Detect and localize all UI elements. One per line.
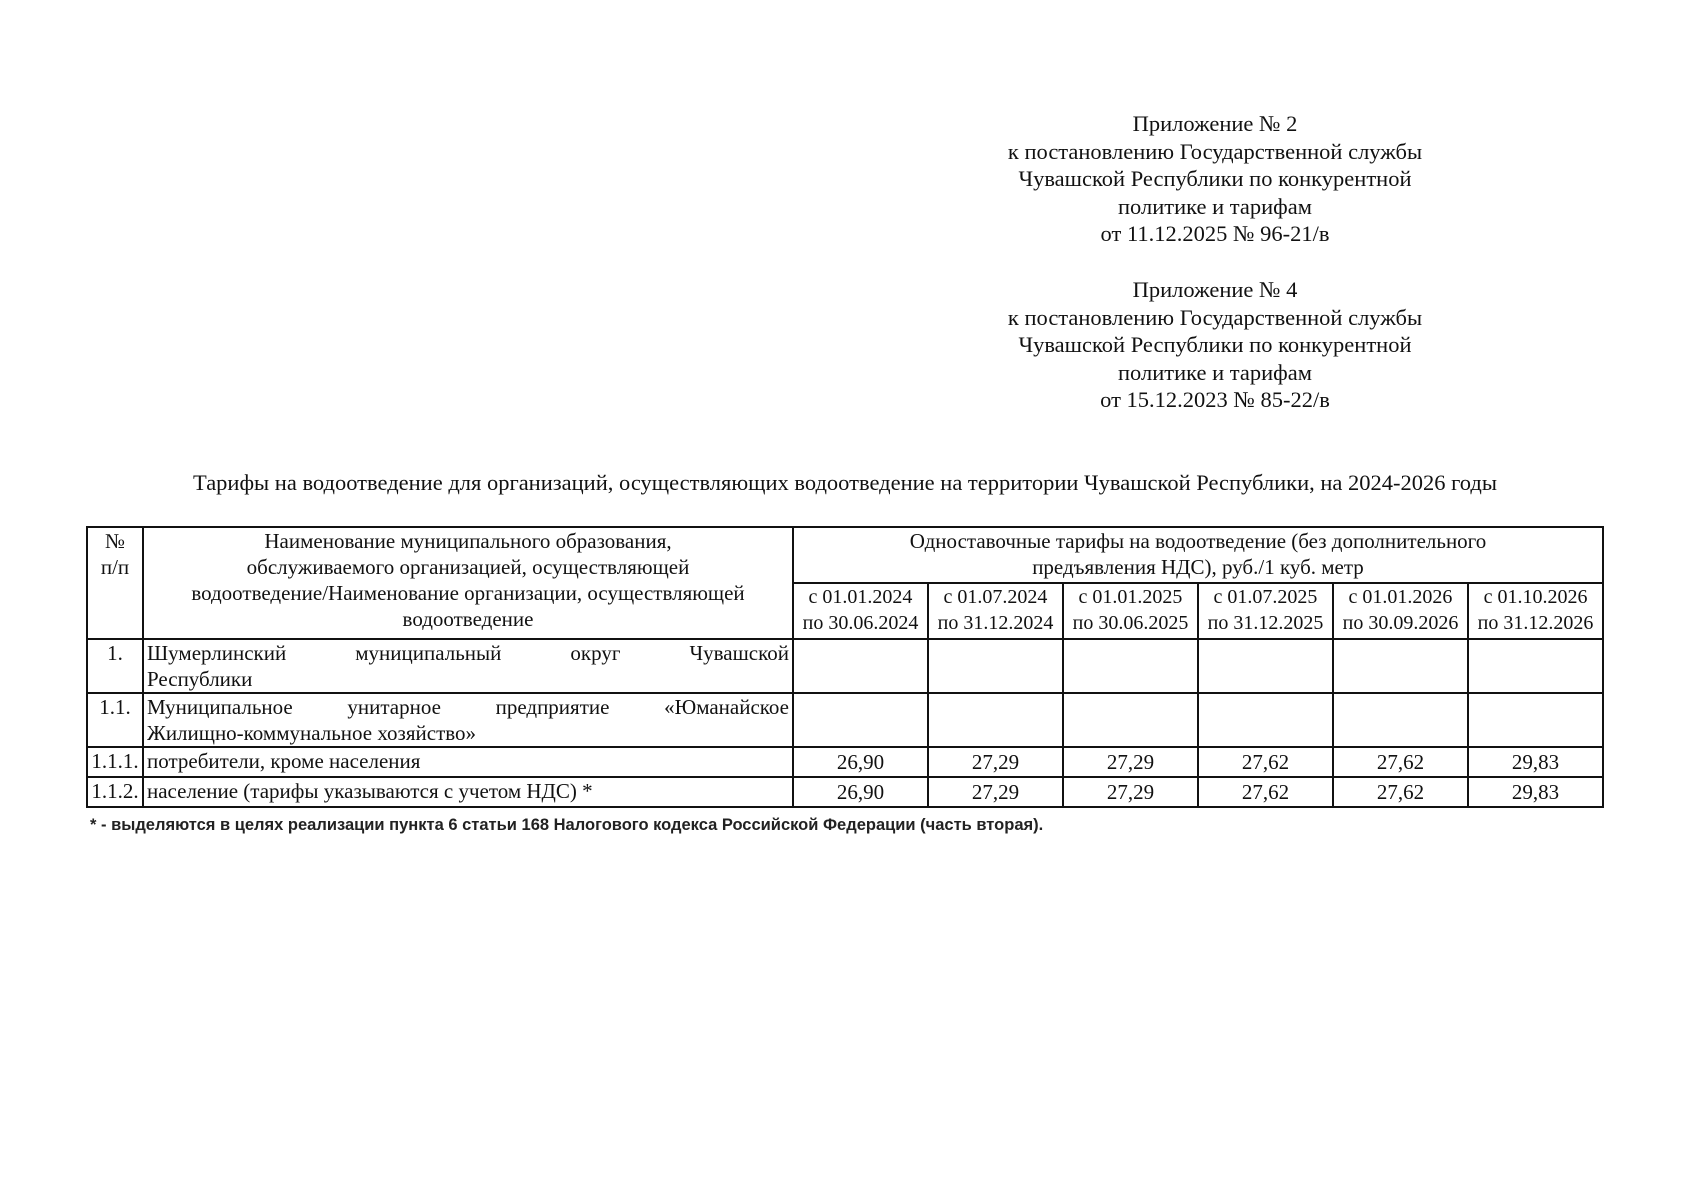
header-name <box>143 527 793 639</box>
period-header <box>1333 583 1468 639</box>
header-tariffs-line: Одноставочные тарифы на водоотведение (без дополнительного <box>909 529 1487 553</box>
value-cell: 27,29 <box>928 747 1063 777</box>
header-name-line: водоотведение/Наименование организации, осуществляющей <box>191 581 745 605</box>
value-cell: 27,62 <box>1198 747 1333 777</box>
row-name: население (тарифы указываются с учетом НДС) * <box>143 777 793 807</box>
period-from: с 01.01.2025 <box>1078 586 1183 608</box>
table-header-row <box>87 527 1603 583</box>
value-cell: 26,90 <box>793 747 928 777</box>
annex-line: от 11.12.2025 № 96-21/в <box>1100 221 1330 246</box>
annex-line: политике и тарифам <box>1118 193 1312 219</box>
period-from: с 01.07.2024 <box>943 586 1048 608</box>
row-name-line: Республики <box>147 667 253 691</box>
value-cell: 27,29 <box>1063 777 1198 807</box>
value-cell <box>1063 639 1198 693</box>
period-from: с 01.07.2025 <box>1213 586 1318 608</box>
period-header <box>1063 583 1198 639</box>
annex-line: от 15.12.2023 № 85-22/в <box>1100 387 1330 412</box>
annex-line: Приложение № 2 <box>1132 111 1298 136</box>
value-cell: 27,62 <box>1333 777 1468 807</box>
value-cell: 27,62 <box>1333 747 1468 777</box>
row-name <box>143 693 793 747</box>
value-cell <box>1198 639 1333 693</box>
annex-line: политике и тарифам <box>1118 359 1312 385</box>
period-header <box>1198 583 1333 639</box>
value-cell <box>793 693 928 747</box>
period-to: по 30.06.2025 <box>1072 612 1189 634</box>
header-number-line: п/п <box>100 555 130 579</box>
row-name-line: Муниципальное унитарное предприятие «Юманайское <box>147 695 789 719</box>
period-from: с 01.10.2026 <box>1483 586 1588 608</box>
value-cell <box>793 639 928 693</box>
value-cell: 27,62 <box>1198 777 1333 807</box>
value-cell <box>1333 639 1468 693</box>
period-to: по 31.12.2026 <box>1477 612 1594 634</box>
row-name-line: Шумерлинский муниципальный округ Чувашской <box>147 641 789 665</box>
value-cell: 27,29 <box>1063 747 1198 777</box>
annex-2-heading <box>950 110 1480 248</box>
header-tariffs <box>793 527 1603 583</box>
document-title: Тарифы на водоотведение для организаций, осуществляющих водоотведение на территории Чувашской Республики, на 2024-2026 годы <box>193 470 1497 495</box>
row-name <box>143 639 793 693</box>
table-row <box>87 693 1603 747</box>
header-number <box>87 527 143 639</box>
table-row <box>87 777 1603 807</box>
value-cell <box>1333 693 1468 747</box>
value-cell: 27,29 <box>928 777 1063 807</box>
header-name-line: водоотведение <box>402 607 534 631</box>
value-cell <box>1198 693 1333 747</box>
row-name: потребители, кроме населения <box>143 747 793 777</box>
header-number-line: № <box>104 529 126 553</box>
period-from: с 01.01.2026 <box>1348 586 1453 608</box>
period-header <box>928 583 1063 639</box>
period-to: по 30.09.2026 <box>1342 612 1459 634</box>
value-cell <box>928 639 1063 693</box>
period-header <box>1468 583 1603 639</box>
row-number: 1. <box>87 639 143 693</box>
value-cell <box>1468 693 1603 747</box>
value-cell <box>1468 639 1603 693</box>
header-name-line: обслуживаемого организацией, осуществляющей <box>246 555 690 579</box>
period-to: по 31.12.2025 <box>1207 612 1324 634</box>
row-number: 1.1.2. <box>87 777 143 807</box>
annex-line: Чувашской Республики по конкурентной <box>1018 166 1412 191</box>
period-header <box>793 583 928 639</box>
value-cell: 29,83 <box>1468 777 1603 807</box>
annex-4-heading <box>950 276 1480 414</box>
value-cell: 29,83 <box>1468 747 1603 777</box>
table-row <box>87 747 1603 777</box>
header-tariffs-line: предъявления НДС), руб./1 куб. метр <box>1032 555 1364 579</box>
value-cell: 26,90 <box>793 777 928 807</box>
annex-line: Приложение № 4 <box>1132 277 1298 302</box>
period-to: по 31.12.2024 <box>937 612 1054 634</box>
period-to: по 30.06.2024 <box>802 612 919 634</box>
value-cell <box>928 693 1063 747</box>
table-row <box>87 639 1603 693</box>
row-number: 1.1. <box>87 693 143 747</box>
row-number: 1.1.1. <box>87 747 143 777</box>
tariffs-table <box>86 526 1604 808</box>
footnote: * - выделяются в целях реализации пункта 6 статьи 168 Налогового кодекса Российской Федерации (часть вторая). <box>90 816 1044 834</box>
annex-line: Чувашской Республики по конкурентной <box>1018 332 1412 357</box>
header-name-line: Наименование муниципального образования, <box>264 529 672 553</box>
annex-line: к постановлению Государственной службы <box>1007 304 1423 330</box>
row-name-line: Жилищно-коммунальное хозяйство» <box>147 721 477 745</box>
value-cell <box>1063 693 1198 747</box>
annex-line: к постановлению Государственной службы <box>1007 138 1423 164</box>
period-from: с 01.01.2024 <box>808 586 913 608</box>
